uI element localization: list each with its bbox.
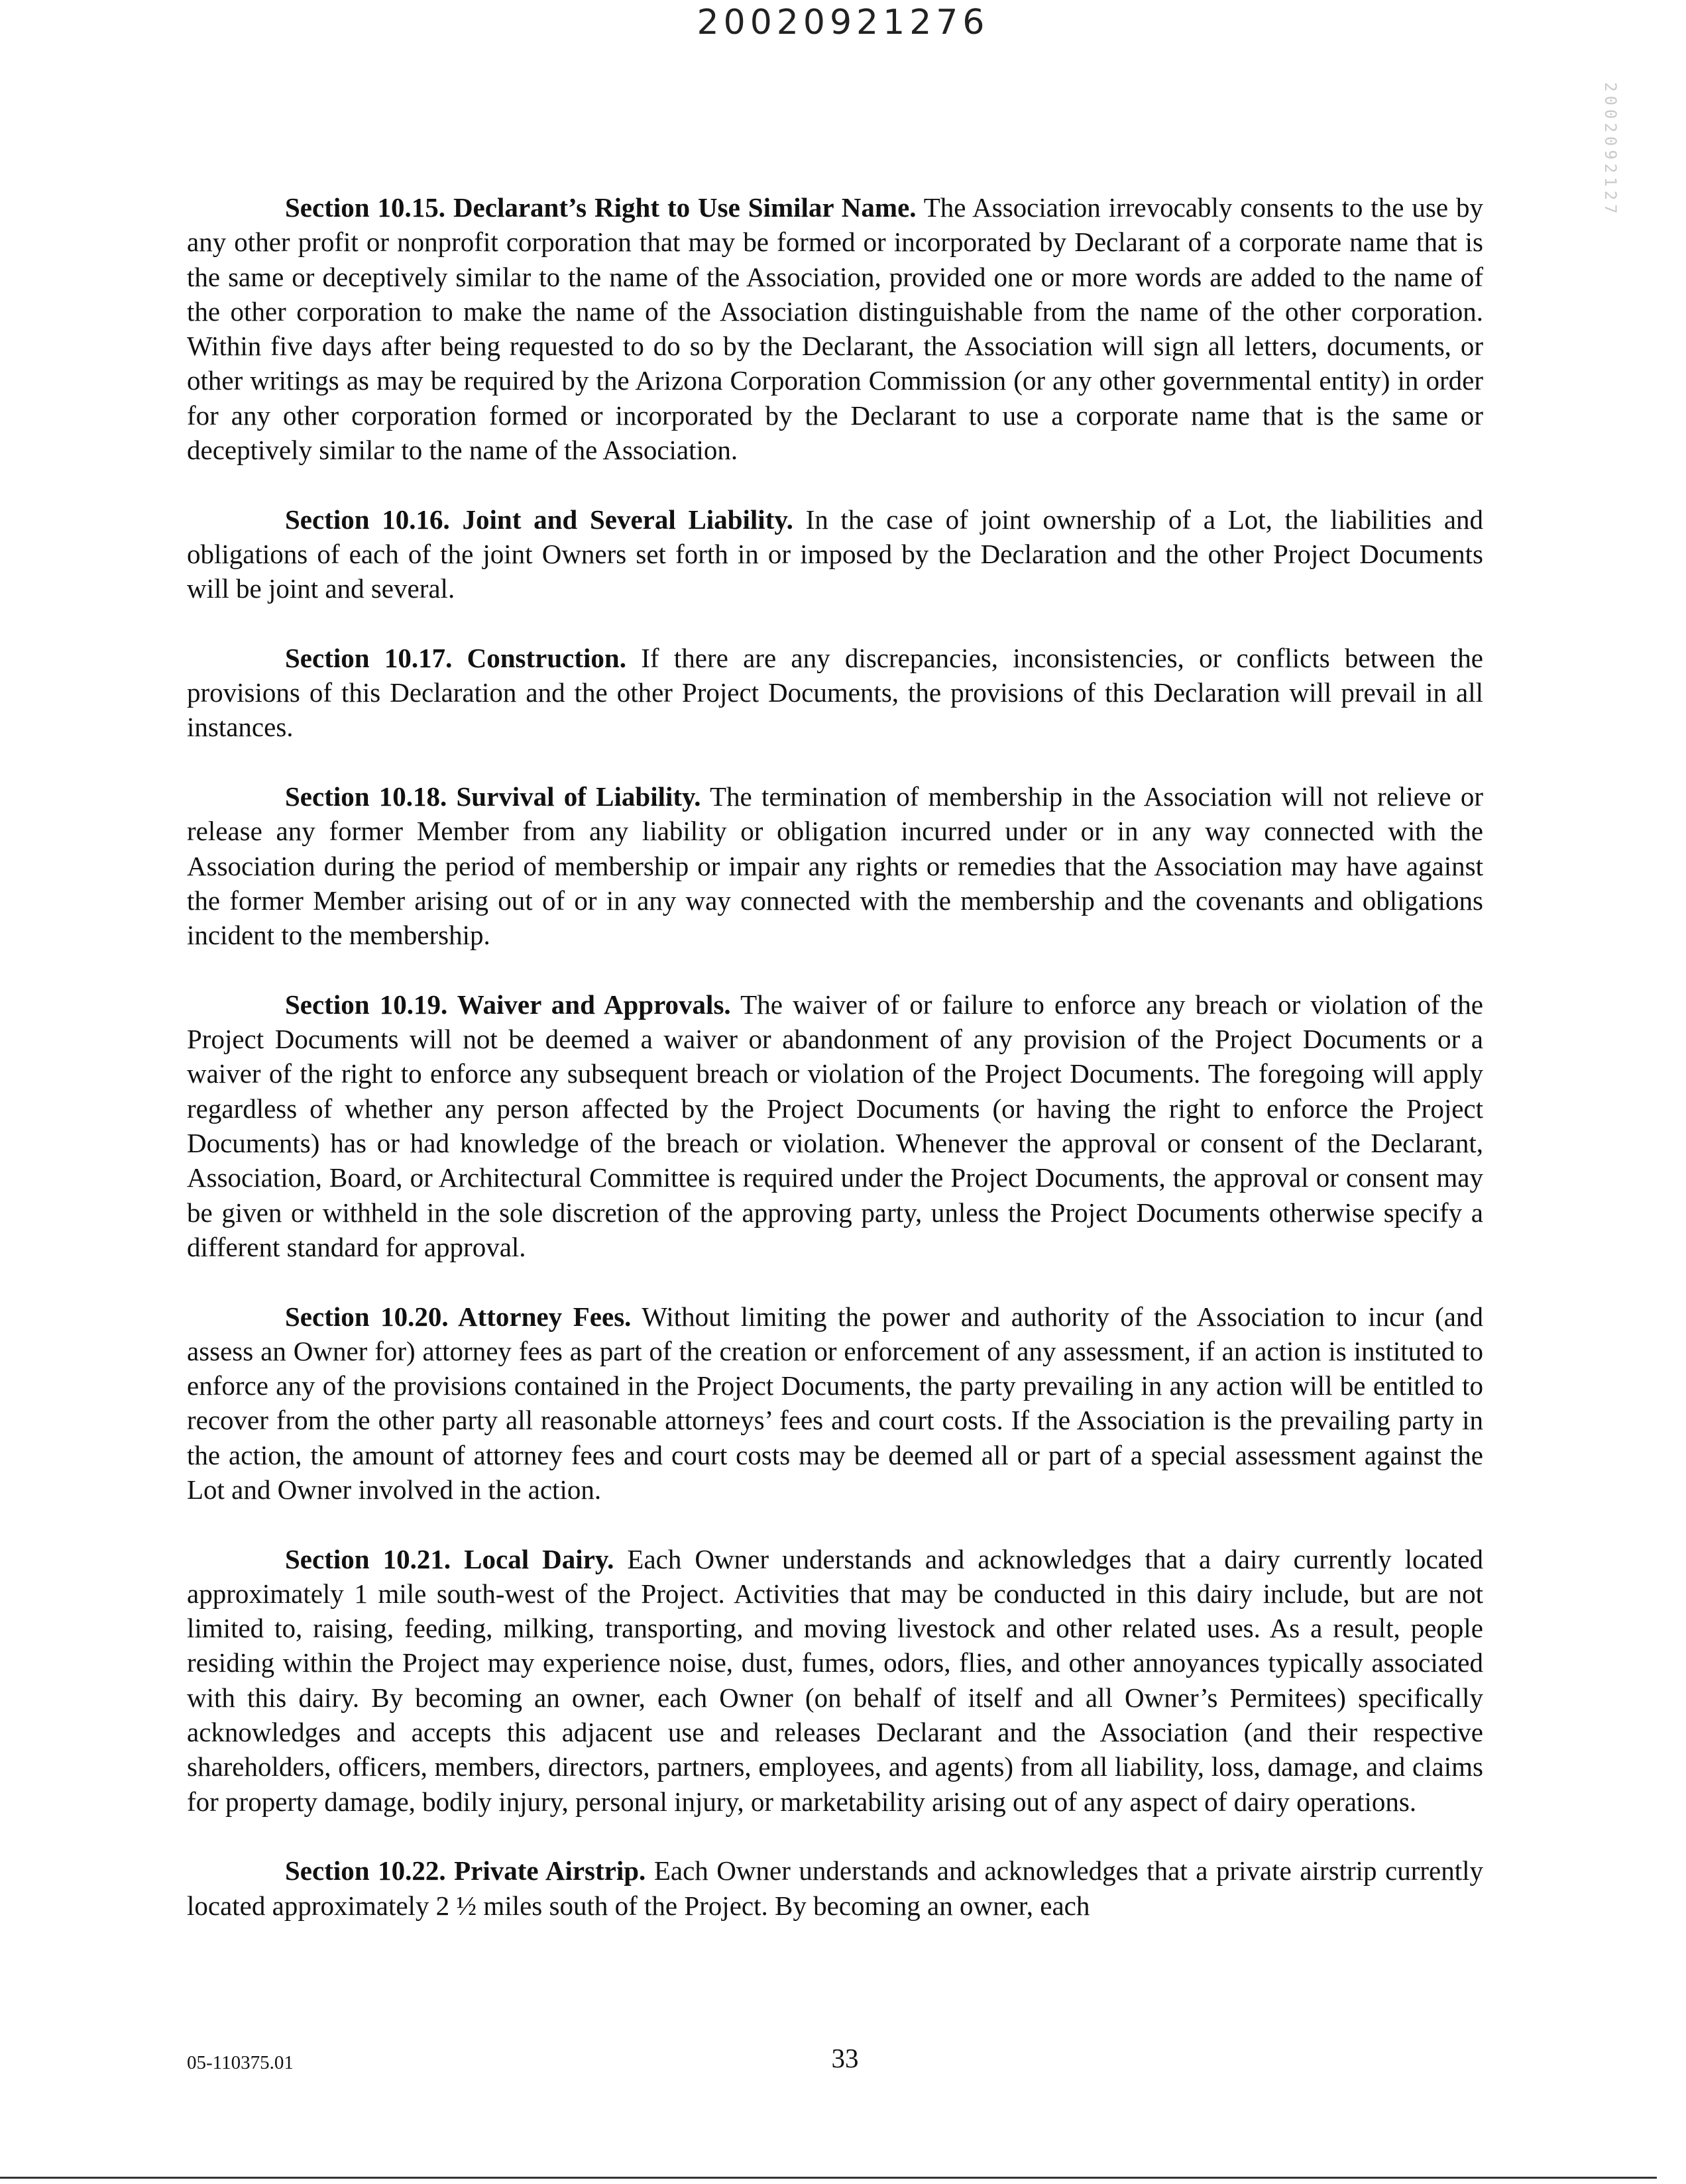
- section-text: Without limiting the power and authority of the Association to incur (and assess an Owner for) attorney fees as part of the creation or enforcement of any assessment, if an action is instituted to enforce any of the provisions contained in the Project Documents, the party prevailing in any action will be entitled to recover from the other party all reasonable attorneys’ fees and court costs. If the Association is the prevailing party in the action, the amount of attorney fees and court costs may be deemed all or part of a special assessment against the Lot and Owner involved in the action.: [187, 1301, 1484, 1505]
- section-10-16: [187, 502, 1483, 606]
- edge-stamp: 2002092127: [1601, 82, 1620, 218]
- section-text: If there are any discrepancies, inconsistencies, or conflicts between the provisions of this Declaration and the other Project Documents, the provisions of this Declaration will prevail in all instances.: [187, 642, 1483, 743]
- section-10-19: [187, 987, 1483, 1264]
- page-number: 33: [831, 2043, 859, 2073]
- section-text: The waiver of or failure to enforce any breach or violation of the Project Documents will not be deemed a waiver or abandonment of any provision of the Project Documents or a waiver of the right to enforce any subsequent breach or violation of the Project Documents. The foregoing will apply regardless of whether any person affected by the Project Documents (or having the right to enforce the Project Documents) has or had knowledge of the breach or violation. Whenever the approval or consent of the Declarant, Association, Board, or Architectural Committee is required under the Project Documents, the approval or consent may be given or withheld in the sole discretion of the approving party, unless the Project Documents otherwise specify a different standard for approval.: [187, 989, 1483, 1262]
- section-text: Each Owner understands and acknowledges that a private airstrip currently located approximately 2 ½ miles south of the Project. By becoming an owner, each: [187, 1855, 1483, 1921]
- section-title: Section 10.16. Joint and Several Liability.: [285, 504, 793, 535]
- section-text: The termination of membership in the Association will not relieve or release any former Member from any liability or obligation incurred under or in any way connected with the Association during the period of membership or impair any rights or remedies that the Association may have against the former Member arising out of or in any way connected with the membership and the covenants and obligations incident to the membership.: [187, 781, 1483, 951]
- document-body: [187, 190, 1483, 1957]
- section-title: Section 10.19. Waiver and Approvals.: [285, 989, 731, 1020]
- section-title: Section 10.18. Survival of Liability.: [285, 781, 701, 812]
- section-10-22: [187, 1853, 1483, 1923]
- section-text: The Association irrevocably consents to the use by any other profit or nonprofit corporation that may be formed or incorporated by Declarant of a corporate name that is the same or deceptively similar to the name of the Association, provided one or more words are added to the name of the other corporation to make the name of the Association distinguishable from the name of the other corporation. Within five days after being requested to do so by the Declarant, the Association will sign all letters, documents, or other writings as may be required by the Arizona Corporation Commission (or any other governmental entity) in order for any other corporation formed or incorporated by the Declarant to use a corporate name that is the same or deceptively similar to the name of the Association.: [187, 192, 1483, 466]
- section-title: Section 10.15. Declarant’s Right to Use Similar Name.: [285, 192, 917, 223]
- bottom-rule: [0, 2177, 1657, 2179]
- section-10-18: [187, 779, 1483, 952]
- section-text: In the case of joint ownership of a Lot, the liabilities and obligations of each of the joint Owners set forth in or imposed by the Declaration and the other Project Documents will be joint and several.: [187, 504, 1484, 604]
- section-10-15: [187, 190, 1483, 467]
- recording-number: 20020921276: [697, 3, 989, 42]
- section-title: Section 10.22. Private Airstrip.: [285, 1855, 646, 1886]
- section-title: Section 10.17. Construction.: [285, 642, 626, 673]
- section-10-20: [187, 1299, 1483, 1507]
- section-10-17: [187, 641, 1483, 745]
- section-10-21: [187, 1542, 1483, 1819]
- section-title: Section 10.20. Attorney Fees.: [285, 1301, 632, 1332]
- footer-document-id: 05-110375.01: [187, 2052, 294, 2073]
- section-title: Section 10.21. Local Dairy.: [285, 1543, 614, 1574]
- section-text: Each Owner understands and acknowledges that a dairy currently located approximately 1 mile south-west of the Project. Activities that may be conducted in this dairy include, but are not limited to, raising, feeding, milking, transporting, and moving livestock and other related uses. As a result, people residing within the Project may experience noise, dust, fumes, odors, flies, and other annoyances typically associated with this dairy. By becoming an owner, each Owner (on behalf of itself and all Owner’s Permitees) specifically acknowledges and accepts this adjacent use and releases Declarant and the Association (and their respective shareholders, officers, members, directors, partners, employees, and agents) from all liability, loss, damage, and claims for property damage, bodily injury, personal injury, or marketability arising out of any aspect of dairy operations.: [187, 1543, 1483, 1817]
